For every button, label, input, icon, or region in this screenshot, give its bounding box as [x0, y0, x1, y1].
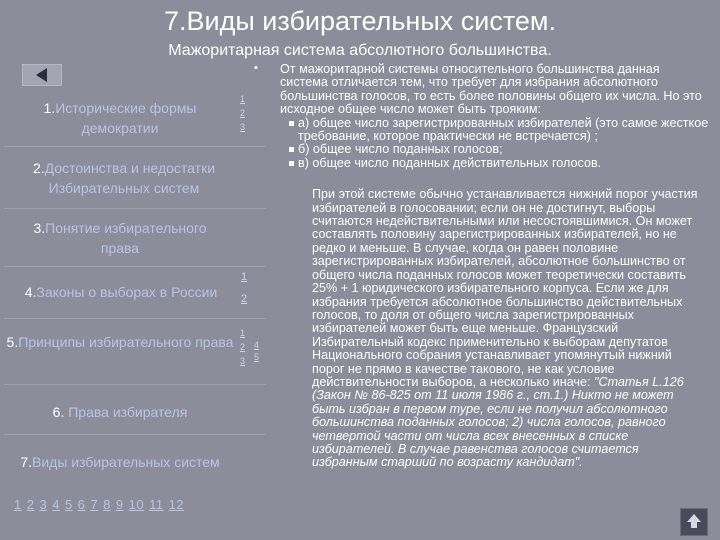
nav-item-2[interactable] [4, 158, 244, 198]
list-item: а) общее число зарегистрированных избирателей (это самое жесткое требование, которое практически не встречается) ; [280, 117, 710, 144]
divider [4, 146, 266, 147]
criteria-list [280, 117, 710, 171]
nav-item-label: Достоинства и недостатки Избирательных систем [44, 160, 216, 196]
page-link-11[interactable]: 11 [149, 497, 164, 512]
nav-item-4[interactable] [6, 282, 236, 302]
slide-title: 7.Виды избирательных систем. [164, 6, 556, 36]
divider [4, 266, 266, 267]
nav-item-label: Исторические формы демократии [55, 100, 197, 136]
page-link-7[interactable]: 7 [90, 497, 99, 512]
nav-item-number: 2. [32, 160, 45, 176]
up-button[interactable] [680, 508, 708, 536]
sublink-1-2[interactable]: 2 [240, 108, 246, 118]
nav-item-label: Права избирателя [64, 404, 188, 420]
page-link-8[interactable]: 8 [103, 497, 111, 512]
divider [4, 208, 266, 209]
nav-item-label: Принципы избирательного права [18, 334, 234, 350]
bullet-marker: ▪ [254, 62, 258, 74]
back-arrow-icon [36, 68, 47, 82]
nav-item-7[interactable] [20, 452, 220, 472]
body-text: При этой системе обычно устанавливается нижний порог участия избирателей в голосовании; если он не достигнут, выборы считаются недействительными или несостоявшимися. Он может составлять половину зарегистрированных избирателей, но не редко и меньше. В случае, когда он равен половине зарегистрированных избирателей, абсолютное большинство от общего числа поданных голосов может теоретически составить 25% + 1 юридического избирательного корпуса. Если же для избрания требуется абсолютное большинство действительных голосов, то доля от общего числа зарегистрированных избирателей может быть еще меньше. Французский Избирательный кодекс применительно к выборам депутатов Национального собрания устанавливает упомянутый нижний порог не прямо в качестве такового, не как условие действительности выборов, а несколько иначе: [312, 187, 698, 389]
page-link-9[interactable]: 9 [115, 497, 124, 512]
nav-item-number: 6. [52, 404, 65, 420]
page-link-10[interactable]: 10 [128, 497, 145, 512]
list-item: в) общее число поданных действительных голосов. [280, 157, 710, 170]
nav-item-number: 5. [6, 334, 19, 350]
nav-item-number: 4. [24, 284, 37, 300]
up-arrow-icon [686, 513, 702, 529]
sublink-5-1[interactable]: 1 [240, 328, 246, 338]
sublink-5-2[interactable]: 2 [240, 342, 246, 352]
nav-item-6[interactable] [20, 402, 220, 422]
nav-item-number: 7. [20, 454, 32, 470]
nav-item-label: Законы о выборах в России [36, 284, 218, 300]
page-link-3[interactable]: 3 [39, 497, 48, 512]
intro-paragraph: От мажоритарной системы относительного большинства данная система отличается тем, что требует для избрания абсолютного большинства голосов, то есть более половины общего их числа. Но это исходное общее число может быть трояким: [280, 62, 702, 117]
list-item: б) общее число поданных голосов; [280, 143, 710, 156]
nav-item-1[interactable] [20, 98, 220, 138]
slide-subtitle: Мажоритарная система абсолютного большинства. [168, 42, 552, 59]
nav-item-label: Понятие избирательного права [45, 220, 207, 256]
back-button[interactable] [22, 64, 62, 86]
sublink-4-2[interactable]: 2 [241, 293, 248, 305]
page-link-6[interactable]: 6 [77, 497, 86, 512]
page-link-1[interactable]: 1 [14, 497, 22, 512]
page-link-5[interactable]: 5 [64, 497, 73, 512]
nav-item-3[interactable] [20, 218, 220, 258]
sublink-5-4[interactable]: 4 [254, 340, 260, 350]
nav-item-number: 3. [33, 220, 46, 236]
page-link-12[interactable]: 12 [168, 497, 185, 512]
body-paragraph [280, 188, 710, 470]
nav-item-5[interactable] [4, 332, 236, 352]
main-content [280, 63, 710, 470]
sublink-5-5[interactable]: 5 [254, 352, 260, 362]
nav-item-number: 1. [43, 100, 56, 116]
sublink-1-3[interactable]: 3 [240, 122, 246, 132]
page-link-2[interactable]: 2 [26, 497, 35, 512]
divider [4, 318, 266, 319]
law-quote: "Статья L.126 (Закон № 86-825 от 11 июля 1986 г., ст.1.) Никто не может быть избран в первом туре, если не получил абсолютного большинства поданных голосов; 2) числа голосов, равного четвертой части от числа всех внесенных в списке избирателей. В случае равенства голосов считается избранным старший по возрасту кандидат". [312, 374, 684, 470]
divider [4, 434, 266, 435]
page-pager [14, 497, 189, 512]
sublink-1-1[interactable]: 1 [240, 94, 246, 104]
sublink-4-1[interactable]: 1 [241, 271, 248, 283]
sublink-5-3[interactable]: 3 [240, 356, 246, 366]
page-link-4[interactable]: 4 [52, 497, 60, 512]
divider [4, 384, 266, 385]
nav-item-label: Виды избирательных систем [32, 454, 220, 470]
